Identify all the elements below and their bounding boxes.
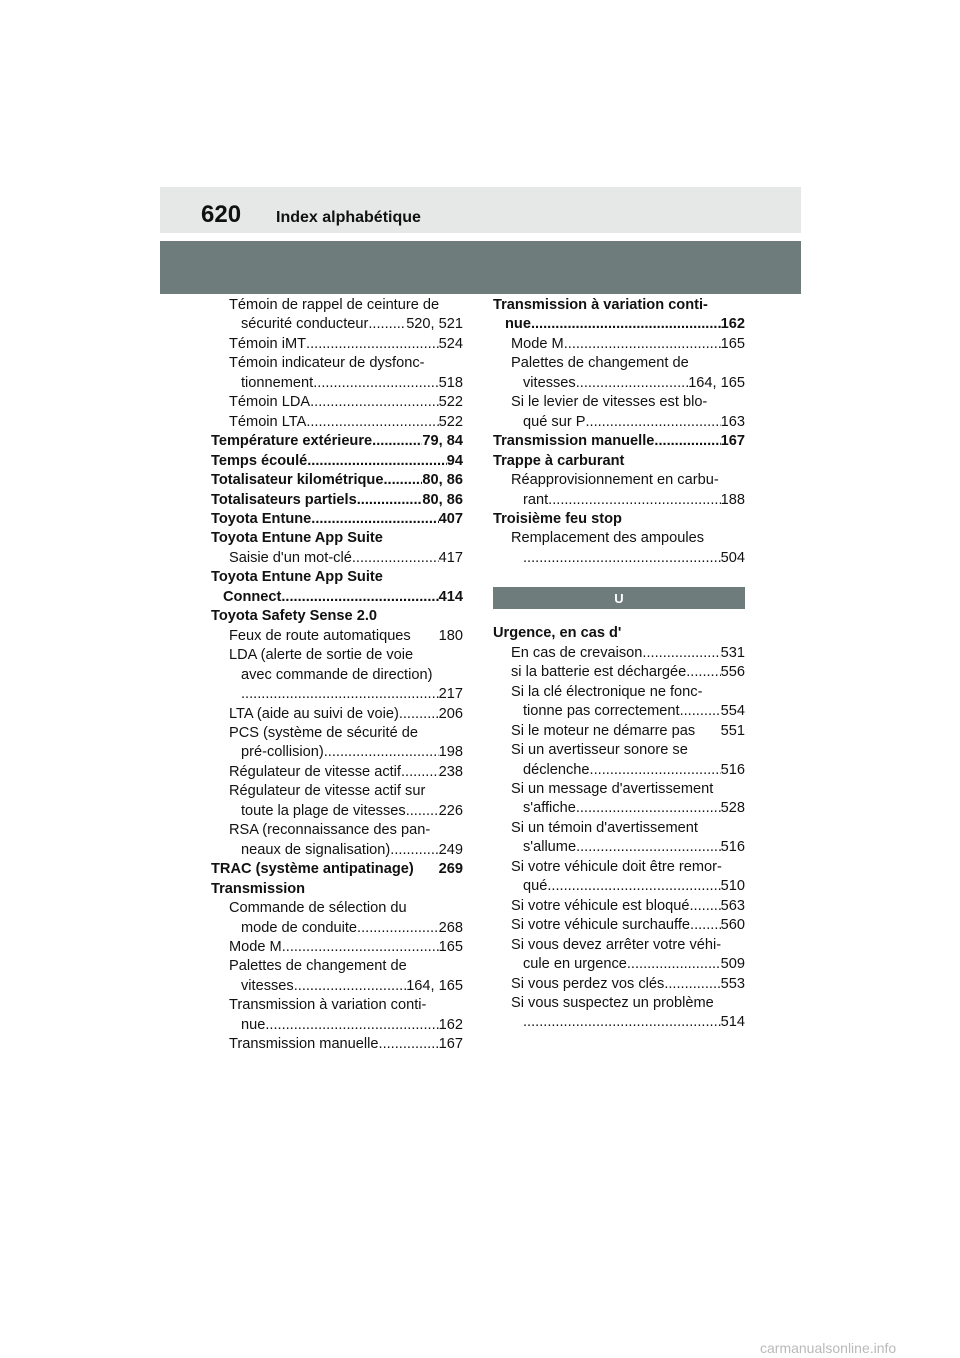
index-subentry (211, 821, 463, 860)
index-entry (211, 432, 463, 451)
index-subentry (211, 938, 463, 957)
page-reference: 407 (438, 510, 463, 527)
index-subentry (493, 780, 745, 819)
index-subentry (493, 529, 745, 568)
page-reference: 522 (438, 394, 463, 411)
header-bar (160, 187, 801, 233)
page-reference: 94 (446, 452, 463, 469)
entry-text: Si la clé électronique ne fonc- (511, 683, 703, 700)
leader-dots (282, 938, 439, 957)
index-entry (211, 452, 463, 471)
index-column-right (493, 296, 745, 1033)
index-entry (493, 296, 745, 335)
leader-dots (352, 549, 439, 568)
entry-text: Régulateur de vitesse actif sur (229, 783, 426, 800)
page-reference: 553 (720, 975, 745, 992)
page-reference: 510 (720, 878, 745, 895)
page-reference: 414 (438, 588, 463, 605)
entry-text: Toyota Entune App Suite (211, 530, 383, 547)
leader-dots (310, 393, 439, 412)
page-reference: 528 (720, 800, 745, 817)
entry-text: Témoin LDA (229, 394, 311, 411)
leader-dots (585, 413, 720, 432)
leader-dots (357, 491, 423, 510)
leader-dots (357, 919, 439, 938)
leader-dots (241, 685, 439, 704)
page-reference: 167 (720, 433, 745, 450)
header-band (160, 241, 801, 294)
page-reference: 551 (720, 722, 745, 739)
index-subentry (211, 335, 463, 354)
index-subentry (493, 916, 745, 935)
leader-dots (642, 644, 720, 663)
index-subentry (493, 858, 745, 897)
entry-text: Transmission à variation conti- (229, 997, 427, 1014)
entry-text: Si vous suspectez un problème (511, 994, 714, 1011)
page-reference: 524 (438, 335, 463, 352)
entry-text: Si vous devez arrêter votre véhi- (511, 936, 722, 953)
entry-text: Si vous perdez vos clés (511, 975, 665, 992)
page-reference: 531 (720, 644, 745, 661)
entry-text: vitesses (241, 977, 294, 994)
leader-dots (281, 588, 438, 607)
page-reference: 226 (438, 802, 463, 819)
entry-text: LTA (aide au suivi de voie) (229, 705, 399, 722)
entry-text: Trappe à carburant (493, 452, 625, 469)
entry-text: TRAC (système antipatinage) (211, 861, 414, 878)
page-reference: 560 (720, 917, 745, 934)
page-reference: 268 (438, 919, 463, 936)
page-reference: 514 (720, 1014, 745, 1031)
entry-text: Transmission manuelle (493, 433, 655, 450)
page-reference: 165 (720, 335, 745, 352)
page-reference: 80, 86 (422, 472, 463, 489)
entry-text: cule en urgence (523, 956, 627, 973)
page-reference: 417 (438, 549, 463, 566)
leader-dots (372, 432, 422, 451)
index-entry (211, 568, 463, 607)
entry-text: Si un message d'avertissement (511, 780, 714, 797)
entry-text: toute la plage de vitesses (241, 802, 406, 819)
page-reference: 249 (438, 841, 463, 858)
entry-text: Temps écoulé (211, 452, 308, 469)
index-subentry (211, 393, 463, 412)
page-reference: 79, 84 (422, 433, 463, 450)
entry-text: LDA (alerte de sortie de voie (229, 647, 414, 664)
leader-dots (523, 1013, 721, 1032)
leader-dots (686, 663, 720, 682)
entry-text: s'affiche (523, 800, 576, 817)
index-subentry (211, 296, 463, 335)
entry-text: Mode M (229, 938, 282, 955)
leader-dots (590, 761, 721, 780)
index-subentry (493, 683, 745, 722)
entry-text: mode de conduite (241, 919, 358, 936)
entry-text: Palettes de changement de (511, 355, 689, 372)
index-subentry (211, 996, 463, 1035)
page-reference: 165 (438, 938, 463, 955)
leader-dots (627, 955, 721, 974)
entry-text: tionnement (241, 374, 314, 391)
index-subentry (493, 994, 745, 1033)
index-subentry (211, 413, 463, 432)
index-entry (211, 529, 463, 548)
leader-dots (523, 549, 721, 568)
index-entry (211, 510, 463, 529)
page-reference: 516 (720, 761, 745, 778)
leader-dots (313, 374, 438, 393)
index-entry (493, 452, 745, 471)
entry-text: Remplacement des ampoules (511, 530, 705, 547)
page-reference: 206 (438, 705, 463, 722)
entry-text: si la batterie est déchargée (511, 664, 687, 681)
index-subentry (211, 1035, 463, 1054)
entry-text: Palettes de changement de (229, 958, 407, 975)
entry-text: vitesses (523, 374, 576, 391)
entry-text: Saisie d'un mot-clé (229, 549, 352, 566)
leader-dots (306, 413, 438, 432)
entry-text: Connect (223, 588, 282, 605)
leader-dots (576, 374, 688, 393)
page-reference: 554 (720, 703, 745, 720)
leader-dots (531, 315, 721, 334)
index-subentry (493, 819, 745, 858)
index-column-left (211, 296, 463, 1055)
entry-text: Si le moteur ne démarre pas (511, 722, 696, 739)
entry-text: Toyota Entune (211, 510, 312, 527)
entry-text: Témoin LTA (229, 413, 307, 430)
page-reference: 518 (438, 374, 463, 391)
entry-text: déclenche (523, 761, 590, 778)
entry-text: Témoin indicateur de dysfonc- (229, 355, 425, 372)
index-subentry (211, 549, 463, 568)
page-reference: 516 (720, 839, 745, 856)
entry-text: PCS (système de sécurité de (229, 724, 418, 741)
index-subentry (211, 627, 463, 646)
entry-text: Régulateur de vitesse actif (229, 763, 401, 780)
page-reference: 269 (438, 861, 463, 878)
entry-text: avec commande de direction) (241, 666, 433, 683)
index-entry (211, 491, 463, 510)
index-entry (493, 510, 745, 529)
index-subentry (211, 782, 463, 821)
watermark: carmanualsonline.info (760, 1340, 897, 1356)
leader-dots (406, 802, 439, 821)
leader-dots (311, 510, 438, 529)
entry-text: Transmission à variation conti- (493, 297, 708, 313)
page-reference: 180 (438, 627, 463, 644)
index-subentry (211, 763, 463, 782)
entry-text: En cas de crevaison (511, 644, 643, 661)
index-subentry (493, 936, 745, 975)
entry-text: Si votre véhicule doit être remor- (511, 858, 722, 875)
entry-text: qué sur P (523, 413, 586, 430)
leader-dots (576, 799, 721, 818)
page-reference: 563 (720, 897, 745, 914)
leader-dots (548, 491, 720, 510)
leader-dots (324, 743, 439, 762)
leader-dots (383, 471, 422, 490)
index-subentry (211, 354, 463, 393)
entry-text: pré-collision) (241, 744, 324, 761)
entry-text: rant (523, 491, 549, 508)
index-subentry (211, 705, 463, 724)
leader-dots (689, 897, 720, 916)
page-reference: 509 (720, 956, 745, 973)
leader-dots (547, 877, 720, 896)
leader-dots (690, 916, 721, 935)
entry-text: Si le levier de vitesses est blo- (511, 394, 708, 411)
index-subentry (493, 393, 745, 432)
page-title: Index alphabétique (276, 209, 421, 226)
index-entry (493, 432, 745, 451)
entry-text: Totalisateur kilométrique (211, 472, 384, 489)
index-subentry (493, 897, 745, 916)
index-subentry (493, 663, 745, 682)
index-subentry (493, 354, 745, 393)
entry-text: Si un avertisseur sonore se (511, 742, 688, 759)
entry-text: Totalisateurs partiels (211, 491, 357, 508)
entry-text: Température extérieure (211, 433, 373, 450)
page-reference: 217 (438, 686, 463, 703)
entry-text: Transmission (211, 880, 306, 897)
index-subentry (493, 975, 745, 994)
leader-dots (576, 838, 721, 857)
page-reference: 238 (438, 763, 463, 780)
index-entry (211, 471, 463, 490)
entry-text: Commande de sélection du (229, 900, 407, 917)
entry-text: s'allume (523, 839, 577, 856)
index-subentry (493, 722, 745, 741)
entry-text: Toyota Safety Sense 2.0 (211, 608, 378, 625)
leader-dots (399, 705, 439, 724)
index-subentry (493, 471, 745, 510)
page-reference: 163 (720, 413, 745, 430)
page-reference: 188 (720, 491, 745, 508)
page-reference: 162 (438, 1016, 463, 1033)
entry-text: Réapprovisionnement en carbu- (511, 472, 719, 489)
index-subentry (493, 644, 745, 663)
page-reference: 80, 86 (422, 491, 463, 508)
entry-text: Si votre véhicule surchauffe (511, 917, 691, 934)
entry-text: Feux de route automatiques (229, 627, 411, 644)
entry-text: Témoin iMT (229, 335, 307, 352)
leader-dots (368, 315, 406, 334)
index-subentry (211, 646, 463, 704)
index-entry (211, 860, 463, 879)
page-reference: 522 (438, 413, 463, 430)
entry-text: Troisième feu stop (493, 510, 622, 527)
leader-dots (401, 763, 439, 782)
leader-dots (379, 1035, 439, 1054)
entry-text: tionne pas correctement (523, 703, 680, 720)
index-subentry (211, 899, 463, 938)
index-subentry (211, 957, 463, 996)
entry-text: sécurité conducteur (241, 316, 369, 333)
entry-text: Si un témoin d'avertissement (511, 819, 698, 836)
entry-text: neaux de signalisation) (241, 841, 391, 858)
leader-dots (654, 432, 720, 451)
leader-dots (307, 452, 447, 471)
entry-text: Toyota Entune App Suite (211, 569, 383, 586)
leader-dots (265, 1016, 438, 1035)
index-entry (211, 607, 463, 626)
entry-text: Si votre véhicule est bloqué (511, 897, 690, 914)
entry-text: nue (505, 316, 531, 333)
page-reference: 504 (720, 549, 745, 566)
entry-text: Témoin de rappel de ceinture de (229, 297, 440, 313)
entry-text: nue (241, 1016, 266, 1033)
leader-dots (680, 702, 721, 721)
index-entry (493, 624, 745, 643)
page-reference: 556 (720, 664, 745, 681)
page-reference: 198 (438, 744, 463, 761)
leader-dots (294, 977, 406, 996)
page-reference: 167 (438, 1036, 463, 1053)
entry-text: Urgence, en cas d' (493, 625, 622, 642)
page-reference: 164, 165 (688, 374, 745, 391)
leader-dots (564, 335, 721, 354)
leader-dots (664, 975, 720, 994)
entry-text: qué (523, 878, 548, 895)
index-entry (211, 880, 463, 899)
leader-dots (390, 841, 438, 860)
entry-text: Mode M (511, 335, 564, 352)
page-reference: 164, 165 (406, 977, 463, 994)
index-subentry (493, 335, 745, 354)
leader-dots (306, 335, 439, 354)
page-number: 620 (201, 201, 242, 228)
entry-text: RSA (reconnaissance des pan- (229, 822, 431, 839)
entry-text: Transmission manuelle (229, 1036, 379, 1053)
page-reference: 162 (720, 316, 745, 333)
section-header: U (493, 587, 745, 609)
page-reference: 520, 521 (406, 316, 463, 333)
index-subentry (211, 724, 463, 763)
index-subentry (493, 741, 745, 780)
